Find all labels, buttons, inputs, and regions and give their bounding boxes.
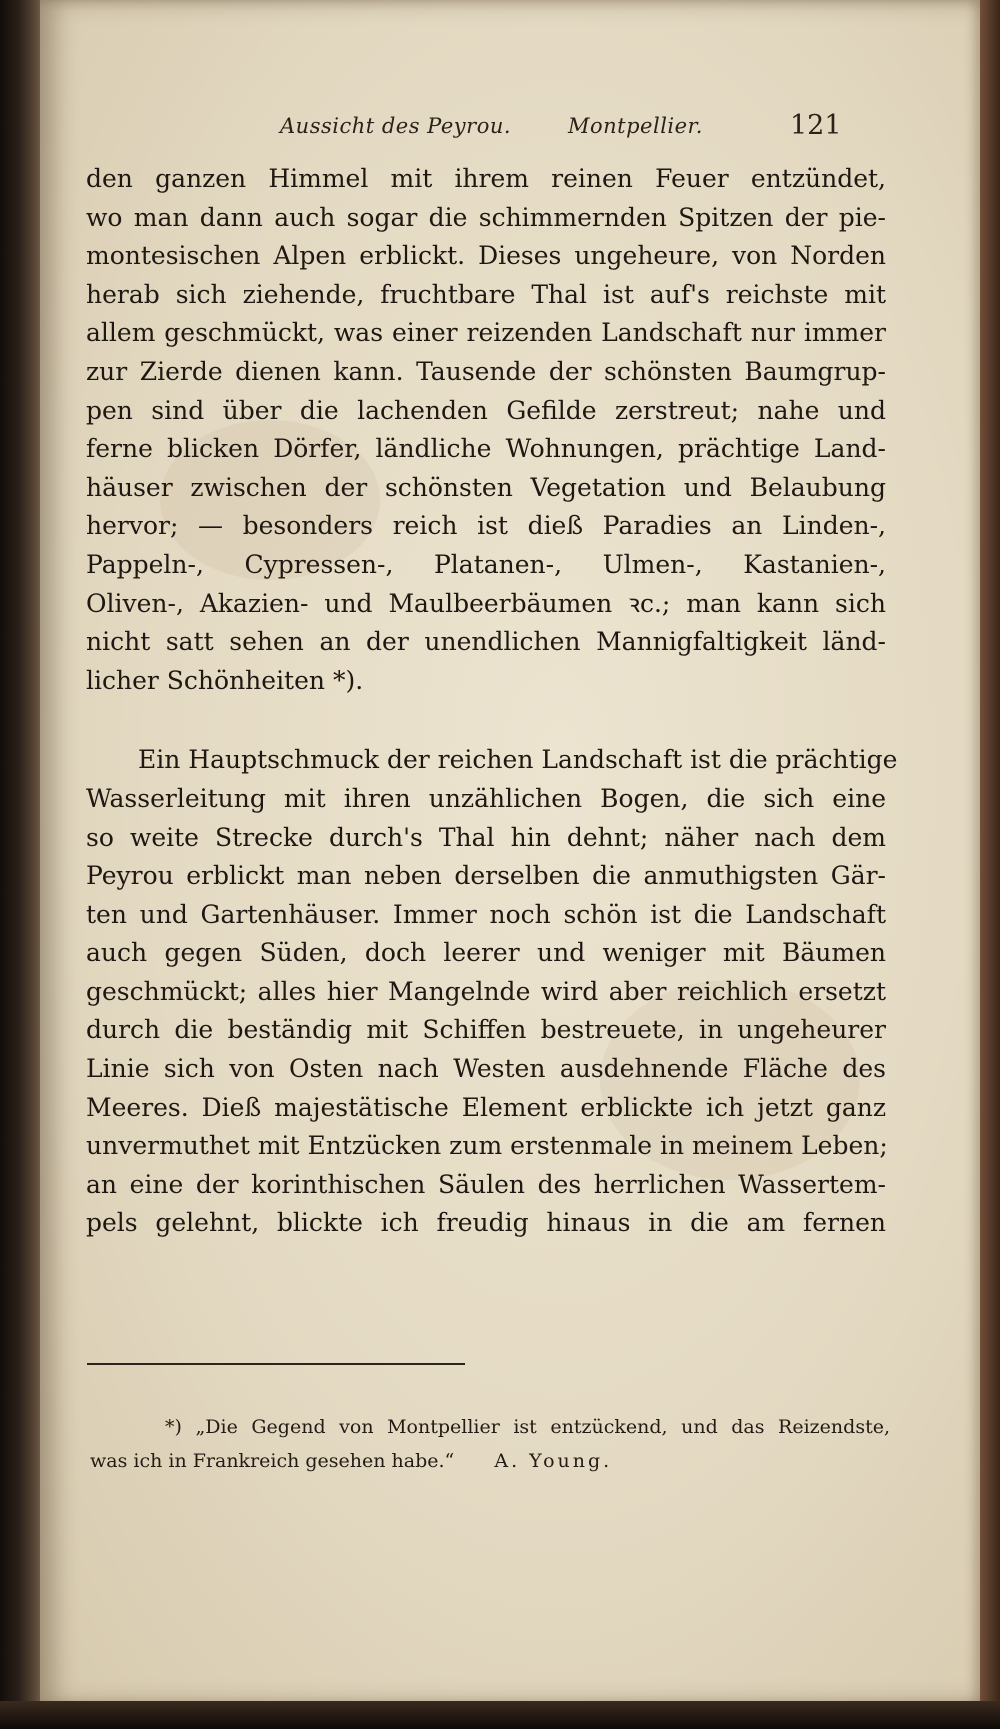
text-line: geschmückt; alles hier Mangelnde wird aber reichlich ersetzt: [86, 976, 886, 1006]
text-line: häuser zwischen der schönsten Vegetation und Belaubung: [86, 472, 886, 502]
text-line: so weite Strecke durch's Thal hin dehnt; näher nach dem: [86, 822, 886, 852]
text-line: pen sind über die lachenden Gefilde zerstreut; nahe und: [86, 395, 886, 425]
body-text: [86, 160, 898, 1243]
text-line: Oliven-, Akazien- und Maulbeerbäumen ꝛc.; man kann sich: [86, 588, 886, 618]
footnote-quote-end: was ich in Frankreich gesehen habe.“: [90, 1450, 455, 1472]
text-line: an eine der korinthischen Säulen des herrlichen Wassertem-: [86, 1169, 886, 1199]
text-line: allem geschmückt, was einer reizenden Landschaft nur immer: [86, 318, 886, 348]
footnote-author: A. Young.: [494, 1450, 613, 1472]
paragraph-2: [86, 741, 898, 1243]
text-line: unvermuthet mit Entzücken zum erstenmale in meinem Leben;: [86, 1131, 888, 1161]
book-binding-bottom: [0, 1701, 1000, 1729]
text-line: auch gegen Süden, doch leerer und weniger mit Bäumen: [86, 938, 886, 968]
paragraph-1: [86, 160, 886, 700]
text-line: ferne blicken Dörfer, ländliche Wohnungen, prächtige Land-: [86, 434, 886, 464]
text-line: Peyrou erblickt man neben derselben die anmuthigsten Gär-: [86, 861, 886, 891]
text-line: Linie sich von Osten nach Westen ausdehnende Fläche des: [86, 1054, 886, 1084]
text-line: pels gelehnt, blickte ich freudig hinaus in die am fernen: [86, 1208, 886, 1238]
text-line: den ganzen Himmel mit ihrem reinen Feuer entzündet,: [86, 164, 886, 193]
footnote-line: *) „Die Gegend von Montpellier ist entzückend, und das Reizendste,: [165, 1416, 890, 1438]
text-line: Ein Hauptschmuck der reichen Landschaft ist die prächtige: [138, 745, 898, 775]
text-line: herab sich ziehende, fruchtbare Thal ist auf's reichste mit: [86, 279, 886, 309]
running-head-left: Aussicht des Peyrou.: [280, 114, 512, 138]
text-line: montesischen Alpen erblickt. Dieses ungeheure, von Norden: [86, 241, 886, 271]
text-line: zur Zierde dienen kann. Tausende der schönsten Baumgrup-: [86, 356, 886, 386]
footnote-line: [90, 1444, 890, 1478]
page-header: [40, 108, 980, 148]
text-line: Pappeln-, Cypressen-, Platanen-, Ulmen-, Kastanien-,: [86, 549, 886, 579]
paragraph-gap: [86, 700, 886, 741]
text-line: durch die beständig mit Schiffen bestreuete, in ungeheurer: [86, 1015, 886, 1045]
text-line: Wasserleitung mit ihren unzählichen Bogen, die sich eine: [86, 783, 886, 813]
text-line: licher Schönheiten *).: [86, 665, 364, 695]
text-line: ten und Gartenhäuser. Immer noch schön ist die Landschaft: [86, 899, 886, 929]
text-line: hervor; — besonders reich ist dieß Paradies an Linden-,: [86, 511, 886, 541]
book-page: [40, 0, 980, 1705]
footnote: [90, 1410, 890, 1478]
running-head-right: Montpellier.: [568, 114, 703, 138]
footnote-rule: [87, 1363, 465, 1365]
text-line: nicht satt sehen an der unendlichen Mannigfaltigkeit länd-: [86, 627, 886, 657]
text-line: Meeres. Dieß majestätische Element erblickte ich jetzt ganz: [86, 1092, 886, 1122]
page-number: 121: [790, 110, 842, 141]
text-line: wo man dann auch sogar die schimmernden Spitzen der pie-: [86, 202, 886, 232]
